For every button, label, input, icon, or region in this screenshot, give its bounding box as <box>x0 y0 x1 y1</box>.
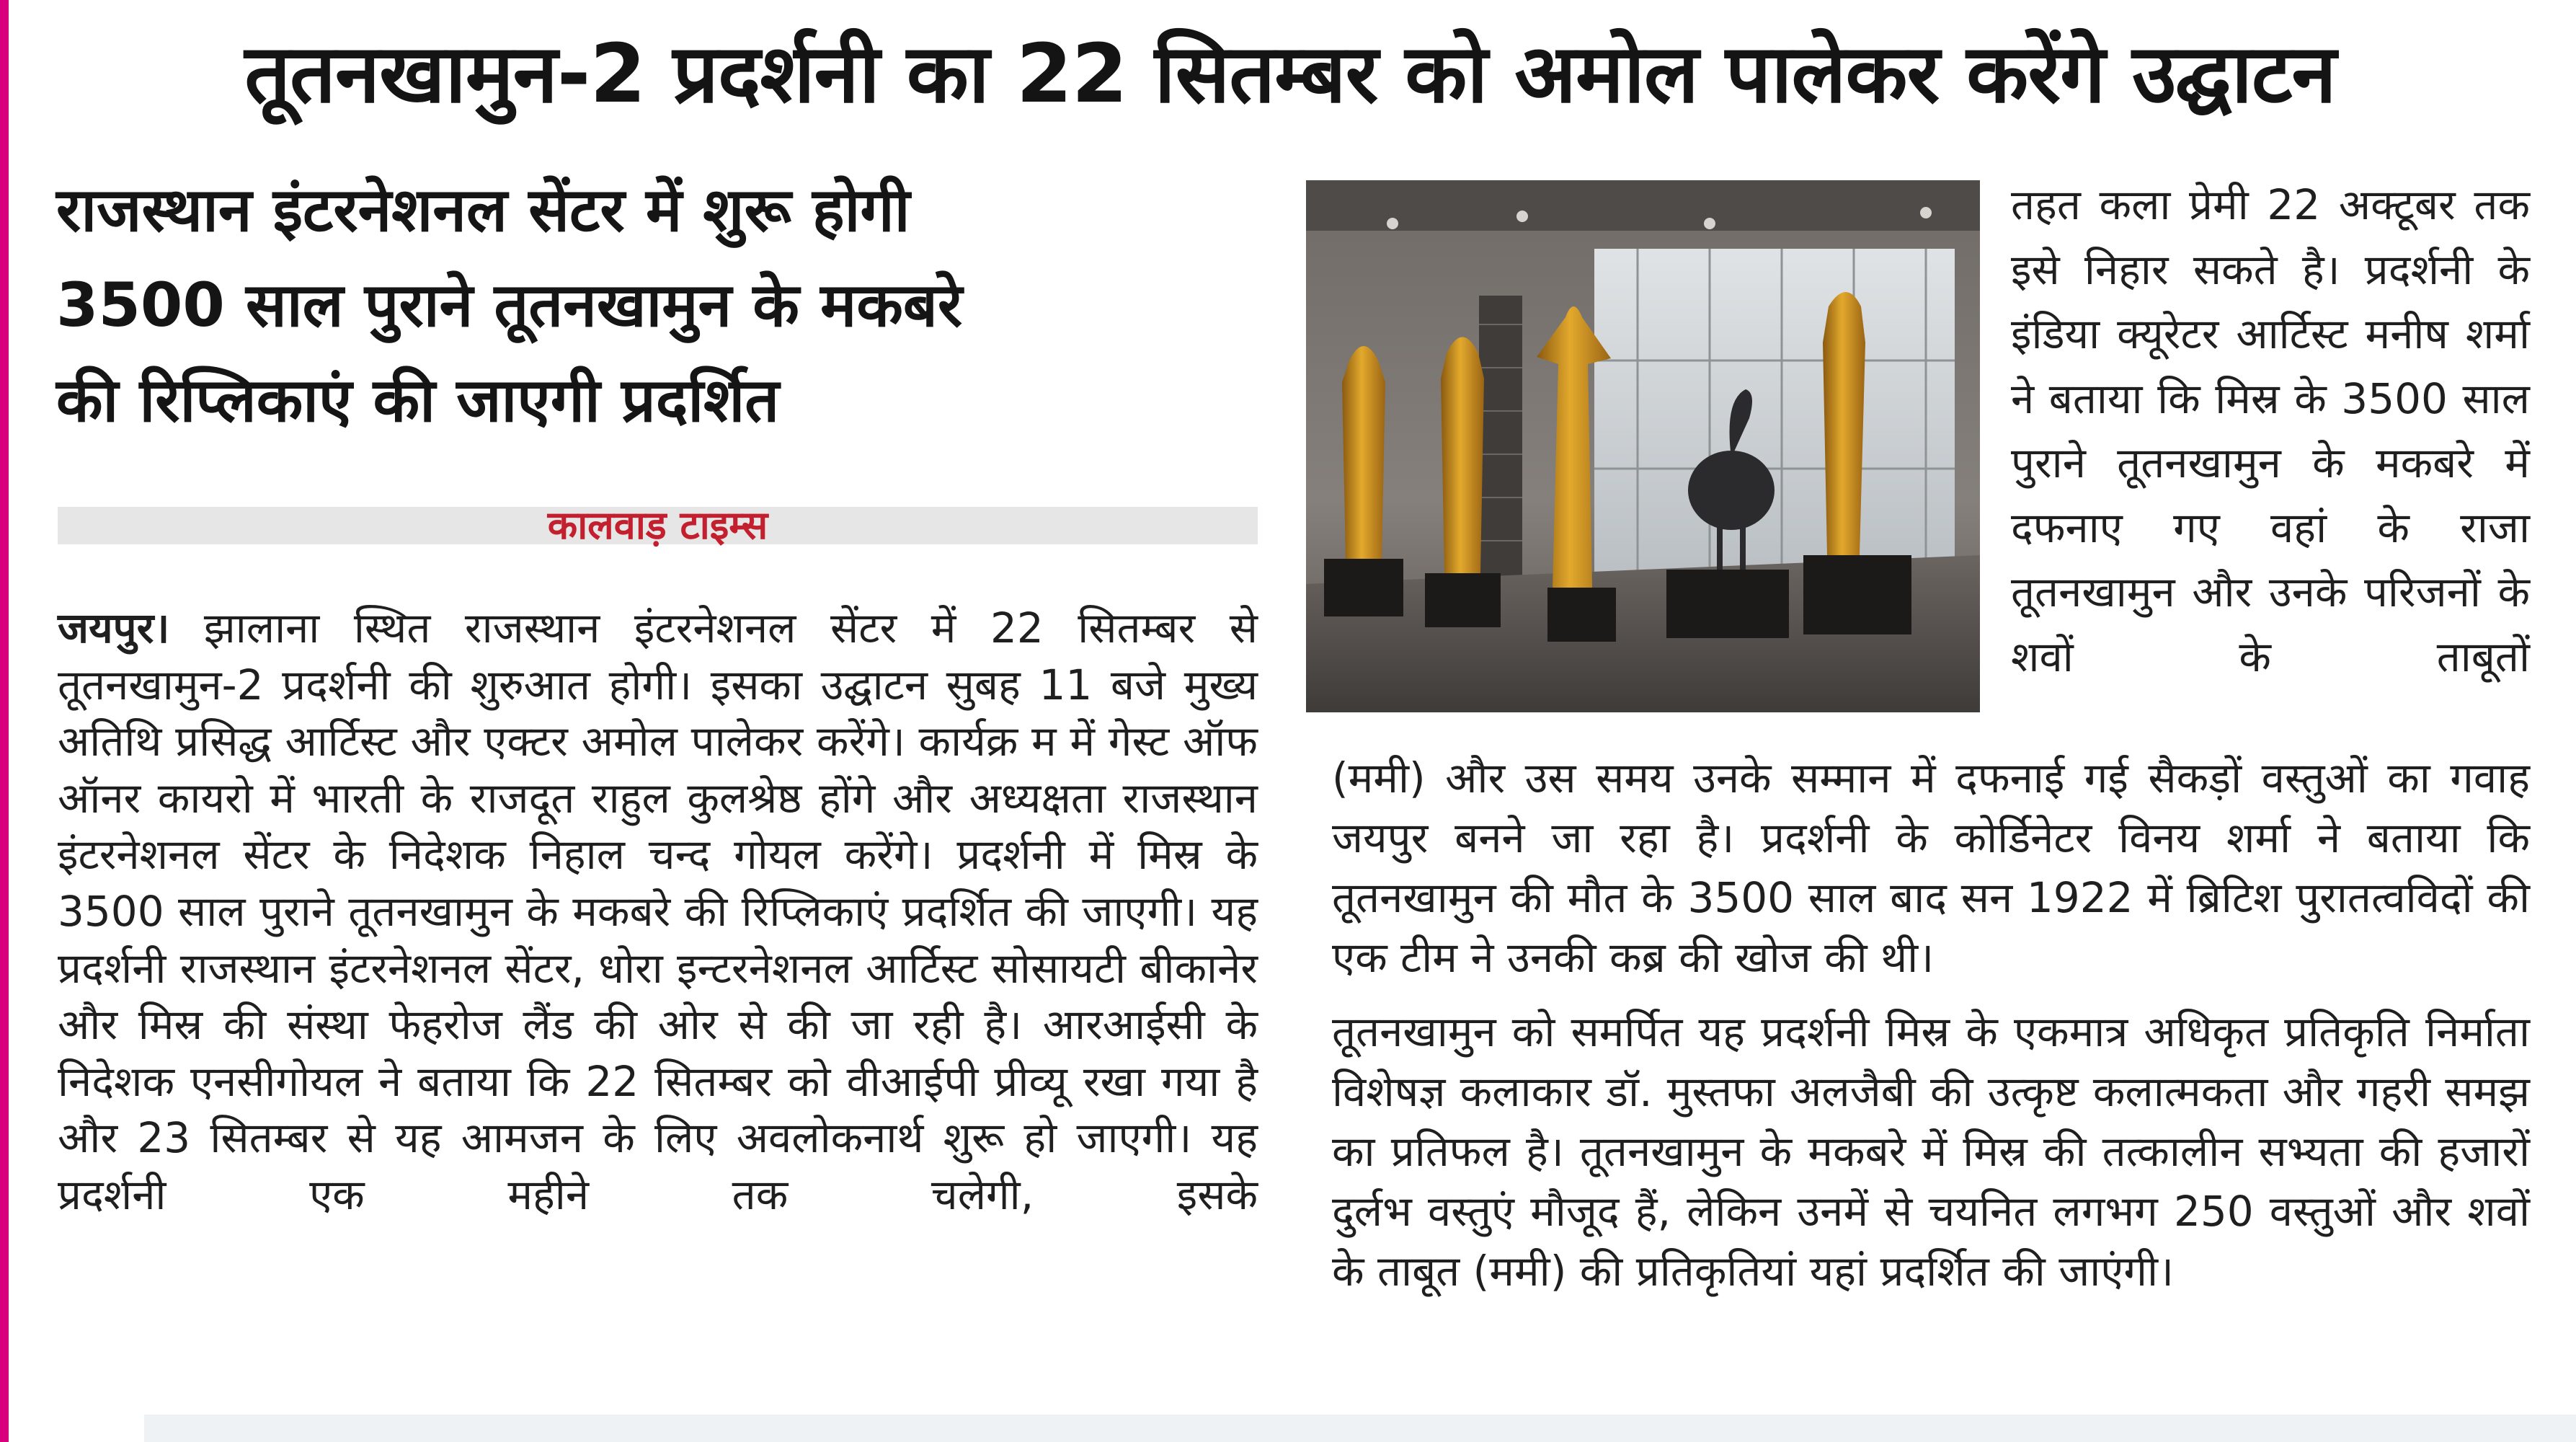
subheadline-line: 3500 साल पुराने तूतनखामुन के मकबरे <box>56 270 963 340</box>
left-column-text: झालाना स्थित राजस्थान इंटरनेशनल सेंटर में 22 सितम्बर से तूतनखामुन-2 प्रदर्शनी की शुरुआत होगी। इसका उद्घाटन सुबह 11 बजे मुख्य अतिथि प्रसिद्ध आर्टिस्ट और एक्टर अमोल पालेकर करेंगे। कार्यक्र म में गेस्ट ऑफ ऑनर कायरो में भारती के राजदूत राहुल कुलश्रेष्ठ होंगे और अध्यक्षता राजस्थान इंटरनेशनल सेंटर के निदेशक निहाल चन्द गोयल करेंगे। प्रदर्शनी में मिस्र के 3500 साल पुराने तूतनखामुन के मकबरे की रिप्लिकाएं प्रदर्शित की जाएगी। यह प्रदर्शनी राजस्थान इंटरनेशनल सेंटर, धोरा इन्टरनेशनल आर्टिस्ट सोसायटी बीकानेर और मिस्र की संस्था फेहरोज लैंड की ओर से की जा रही है। आरआईसी के निदेशक एनसीगोयल ने बताया कि 22 सितम्बर को वीआईपी प्रीव्यू रखा गया है और 23 सितम्बर से यह आमजन के लिए अवलोकनार्थ शुरू हो जाएगी। यह प्रदर्शनी एक महीने तक चलेगी, इसके <box>58 603 1258 1219</box>
subheadline-line: राजस्थान इंटरनेशनल सेंटर में शुरू होगी <box>56 174 910 245</box>
left-column-body <box>58 600 1258 1224</box>
main-headline: तूतनखामुन-2 प्रदर्शनी का 22 सितम्बर को अमोल पालेकर करेंगे उद्घाटन <box>244 27 2336 121</box>
right-column-bottom <box>1332 748 2530 1301</box>
exhibition-photo-icon <box>1306 180 1980 712</box>
dateline: जयपुर। <box>58 603 170 653</box>
byline: कालवाड़ टाइम्स <box>547 503 768 548</box>
subheadline-line: की रिप्लिकाएं की जाएगी प्रदर्शित <box>56 365 780 435</box>
subheadline <box>56 162 1282 448</box>
right-column-paragraph: (ममी) और उस समय उनके सम्मान में दफनाई गई सैकड़ों वस्तुओं का गवाह जयपुर बनने जा रहा है। प्रदर्शनी के कोर्डिनेटर विनय शर्मा ने बताया कि तूतनखामुन की मौत के 3500 साल बाद सन 1922 में ब्रिटिश पुरातत्वविदों की एक टीम ने उनकी कब्र की खोज की थी। <box>1332 753 2530 982</box>
right-column-paragraph: तूतनखामुन को समर्पित यह प्रदर्शनी मिस्र के एकमात्र अधिकृत प्रतिकृति निर्माता विशेषज्ञ कलाकार डॉ. मुस्तफा अलजैबी की उत्कृष्ट कलात्मकता और गहरी समझ का प्रतिफल है। तूतनखामुन के मकबरे में मिस्र की तत्कालीन सभ्यता की हजारों दुर्लभ वस्तुएं मौजूद हैं, लेकिन उनमें से चयनित लगभग 250 वस्तुओं और शवों के ताबूत (ममी) की प्रतिकृतियां यहां प्रदर्शित की जाएंगी। <box>1332 1007 2530 1296</box>
right-column-top-text: तहत कला प्रेमी 22 अक्टूबर तक इसे निहार सकते है। प्रदर्शनी के इंडिया क्यूरेटर आर्टिस्ट मनीष शर्मा ने बताया कि मिस्र के 3500 साल पुराने तूतनखामुन के मकबरे में दफनाए गए वहां के राजा तूतनखामुन और उनके परिजनों के शवों के ताबूतों <box>2011 180 2530 681</box>
bottom-band <box>144 1415 2576 1442</box>
page-edge-stripe <box>0 0 9 1442</box>
